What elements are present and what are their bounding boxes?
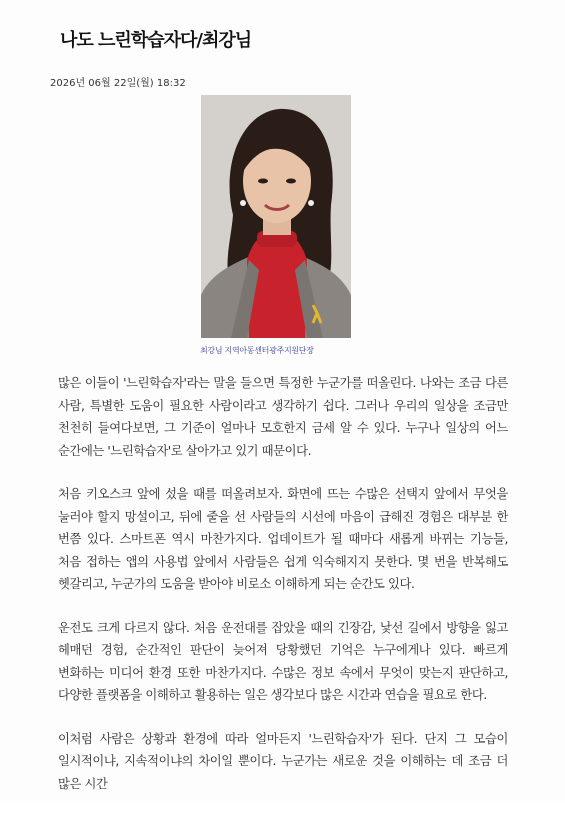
article-body <box>58 372 508 816</box>
right-eye <box>286 179 296 184</box>
left-earring <box>240 200 246 206</box>
right-earring <box>308 200 314 206</box>
photo-caption: 최강님 지역아동센터광주지원단장 <box>200 346 314 355</box>
paragraph: 처음 키오스크 앞에 섰을 때를 떠올려보자. 화면에 뜨는 수많은 선택지 앞에서 무엇을 눌러야 할지 망설이고, 뒤에 줄을 선 사람들의 시선에 마음이 급해진 경험은 대부분 한 번쯤 있다. 스마트폰 역시 마찬가지다. 업데이트가 될 때마다 새롭게 바뀌는 기능들, 처음 접하는 앱의 사용법 앞에서 사람들은 쉽게 익숙해지지 못한다. 몇 번을 반복해도 헷갈리고, 누군가의 도움을 받아야 비로소 이해하게 되는 순간도 있다. <box>58 487 508 591</box>
portrait-illustration <box>201 95 351 338</box>
left-eye <box>258 179 268 184</box>
paragraph: 이처럼 사람은 상황과 환경에 따라 얼마든지 '느린학습자'가 된다. 단지 그 모습이 일시적이냐, 지속적이냐의 차이일 뿐이다. 누군가는 새로운 것을 이해하는 데 조금 더 많은 시간 <box>58 731 508 791</box>
article-dateline: 2026년 06월 22일(월) 18:32 <box>50 78 186 89</box>
paragraph: 운전도 크게 다르지 않다. 처음 운전대를 잡았을 때의 긴장감, 낯선 길에서 방향을 잃고 헤매던 경험, 순간적인 판단이 늦어져 당황했던 기억은 누구에게나 있다. 빠르게 변화하는 미디어 환경 또한 마찬가지다. 수많은 정보 속에서 무엇이 맞는지 판단하고, 다양한 플랫폼을 이해하고 활용하는 일은 생각보다 많은 시간과 연습을 필요로 한다. <box>58 620 508 702</box>
paragraph: 많은 이들이 '느린학습자'라는 말을 들으면 특정한 누군가를 떠올린다. 나와는 조금 다른 사람, 특별한 도움이 필요한 사람이라고 생각하기 쉽다. 그러나 우리의 일상을 조금만 천천히 들여다보면, 그 기준이 얼마나 모호한지 금세 알 수 있다. 누구나 일상의 어느 순간에는 '느린학습자'로 살아가고 있기 때문이다. <box>58 376 508 458</box>
article-headline: 나도 느린학습자다/최강님 <box>60 30 252 51</box>
author-photo <box>201 95 351 338</box>
